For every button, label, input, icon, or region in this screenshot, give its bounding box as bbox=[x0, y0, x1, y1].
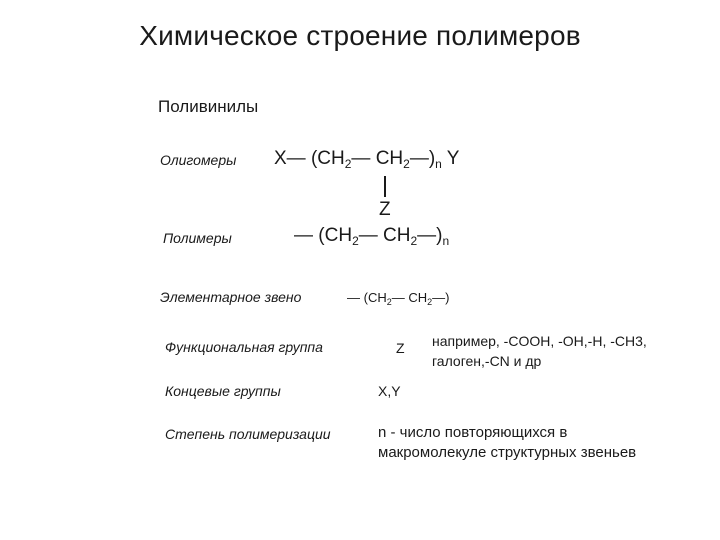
formula-n-subscript: n bbox=[442, 234, 450, 248]
formula-x-part: X— (CH bbox=[274, 148, 345, 169]
formula-close: —) bbox=[417, 225, 443, 246]
formula-close: —) bbox=[432, 290, 450, 305]
formula-subscript: 2 bbox=[386, 297, 392, 307]
end-groups-label: Концевые группы bbox=[165, 383, 281, 399]
oligomers-formula bbox=[274, 148, 459, 170]
polymers-formula bbox=[294, 225, 449, 247]
end-groups-value: X,Y bbox=[378, 383, 401, 399]
formula-subscript: 2 bbox=[427, 297, 433, 307]
oligomers-label: Олигомеры bbox=[160, 152, 237, 168]
substituent-bond-line bbox=[384, 176, 386, 197]
formula-subscript: 2 bbox=[410, 234, 418, 248]
formula-mid: — CH bbox=[391, 290, 428, 305]
elementary-unit-formula bbox=[347, 290, 449, 305]
page-title: Химическое строение полимеров bbox=[139, 20, 581, 51]
note-line: галоген,-CN и др bbox=[432, 353, 542, 369]
formula-subscript: 2 bbox=[344, 157, 352, 171]
note-line: например, -COOH, -OH,-H, -CH3, bbox=[432, 333, 647, 349]
formula-start: — (CH bbox=[294, 225, 353, 246]
polymers-label: Полимеры bbox=[163, 230, 232, 246]
elementary-unit-label: Элементарное звено bbox=[160, 289, 302, 305]
formula-subscript: 2 bbox=[352, 234, 359, 248]
formula-y-part: Y bbox=[441, 148, 460, 169]
functional-group-label: Функциональная группа bbox=[165, 339, 323, 355]
text-line: макромолекуле структурных звеньев bbox=[378, 444, 637, 461]
formula-mid: — CH bbox=[358, 225, 411, 246]
formula-subscript: 2 bbox=[403, 157, 410, 171]
functional-group-value: Z bbox=[396, 340, 405, 356]
formula-start: — (CH bbox=[347, 290, 387, 305]
formula-n-subscript: n bbox=[435, 157, 442, 171]
formula-mid: — CH bbox=[351, 148, 404, 169]
text-line: n - число повторяющихся в bbox=[378, 424, 568, 441]
polymerization-degree-label: Степень полимеризации bbox=[165, 426, 331, 442]
section-subtitle: Поливинилы bbox=[158, 97, 259, 116]
functional-group-note bbox=[432, 331, 647, 371]
z-substituent: Z bbox=[379, 199, 391, 220]
formula-close: —) bbox=[409, 148, 436, 169]
polymerization-degree-text bbox=[378, 423, 636, 463]
